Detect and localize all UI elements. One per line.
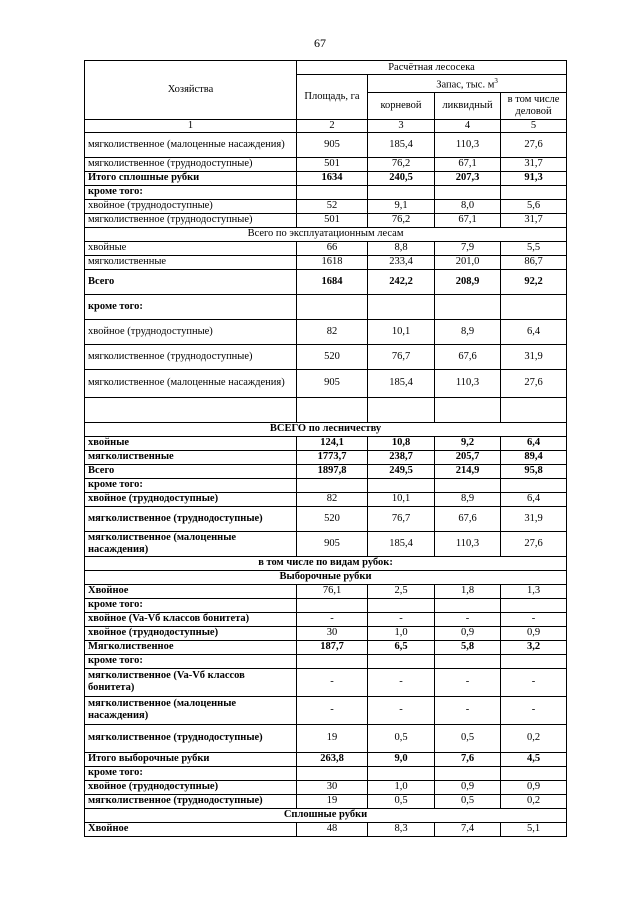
row-value: 205,7 bbox=[435, 450, 501, 464]
row-label: мягколиственное (труднодоступные) bbox=[85, 344, 297, 369]
row-value: 82 bbox=[297, 319, 368, 344]
table-row bbox=[85, 612, 567, 626]
row-value: 1897,8 bbox=[297, 464, 368, 478]
row-value bbox=[435, 766, 501, 780]
row-value: 86,7 bbox=[501, 255, 567, 269]
row-label: Хвойное bbox=[85, 822, 297, 836]
row-label: хвойное (труднодоступные) bbox=[85, 626, 297, 640]
row-value: - bbox=[501, 696, 567, 724]
row-value: - bbox=[297, 612, 368, 626]
row-value: 0,9 bbox=[435, 780, 501, 794]
table-row bbox=[85, 397, 567, 422]
row-value: 76,1 bbox=[297, 584, 368, 598]
row-label: хвойные bbox=[85, 241, 297, 255]
row-value: - bbox=[501, 612, 567, 626]
row-value: 30 bbox=[297, 780, 368, 794]
row-value bbox=[435, 478, 501, 492]
row-value: 3,2 bbox=[501, 640, 567, 654]
table-row bbox=[85, 294, 567, 319]
row-value bbox=[435, 654, 501, 668]
row-value: 905 bbox=[297, 531, 368, 556]
row-label: мягколиственное (труднодоступные) bbox=[85, 213, 297, 227]
section-row bbox=[85, 556, 567, 570]
row-value bbox=[368, 478, 435, 492]
row-label: хвойное (труднодоступные) bbox=[85, 780, 297, 794]
table-row bbox=[85, 319, 567, 344]
row-value: 27,6 bbox=[501, 531, 567, 556]
row-value: 8,9 bbox=[435, 319, 501, 344]
header-farms: Хозяйства bbox=[85, 61, 297, 120]
row-label: мягколиственное (труднодоступные) bbox=[85, 794, 297, 808]
row-value: 4,5 bbox=[501, 752, 567, 766]
header-group-title: Расчётная лесосека bbox=[297, 61, 567, 75]
row-value: 27,6 bbox=[501, 369, 567, 397]
row-value: 9,1 bbox=[368, 199, 435, 213]
section-title: Выборочные рубки bbox=[85, 570, 567, 584]
row-label: Хвойное bbox=[85, 584, 297, 598]
row-value: 5,5 bbox=[501, 241, 567, 255]
table-row bbox=[85, 822, 567, 836]
row-label: хвойные bbox=[85, 436, 297, 450]
table-row bbox=[85, 598, 567, 612]
row-value: 1618 bbox=[297, 255, 368, 269]
row-value bbox=[501, 397, 567, 422]
row-value: 1773,7 bbox=[297, 450, 368, 464]
table-row bbox=[85, 213, 567, 227]
row-value: 6,5 bbox=[368, 640, 435, 654]
row-value: 249,5 bbox=[368, 464, 435, 478]
table-row bbox=[85, 436, 567, 450]
row-value: 233,4 bbox=[368, 255, 435, 269]
row-value: 208,9 bbox=[435, 269, 501, 294]
row-value: 0,9 bbox=[501, 780, 567, 794]
row-value: 6,4 bbox=[501, 436, 567, 450]
row-value: 1,3 bbox=[501, 584, 567, 598]
row-value: - bbox=[501, 668, 567, 696]
row-value bbox=[435, 598, 501, 612]
table-row bbox=[85, 766, 567, 780]
row-value: 905 bbox=[297, 132, 368, 157]
row-value bbox=[368, 654, 435, 668]
row-label: мягколиственное (малоценные насаждения) bbox=[85, 696, 297, 724]
header-num-5: 5 bbox=[501, 119, 567, 132]
row-value: 1684 bbox=[297, 269, 368, 294]
header-num-2: 2 bbox=[297, 119, 368, 132]
row-value: 201,0 bbox=[435, 255, 501, 269]
header-business: в том числе деловой bbox=[501, 92, 567, 119]
section-row bbox=[85, 570, 567, 584]
row-value bbox=[297, 478, 368, 492]
row-value: 48 bbox=[297, 822, 368, 836]
row-value: 89,4 bbox=[501, 450, 567, 464]
table-row bbox=[85, 752, 567, 766]
row-value: 7,6 bbox=[435, 752, 501, 766]
row-value: 185,4 bbox=[368, 531, 435, 556]
row-label: хвойное (труднодоступные) bbox=[85, 492, 297, 506]
table-body bbox=[85, 132, 567, 836]
row-value: 2,5 bbox=[368, 584, 435, 598]
row-value: 66 bbox=[297, 241, 368, 255]
row-label: мягколиственное (труднодоступные) bbox=[85, 157, 297, 171]
row-value: 67,1 bbox=[435, 213, 501, 227]
table-row bbox=[85, 369, 567, 397]
row-value: 501 bbox=[297, 157, 368, 171]
row-label: кроме того: bbox=[85, 478, 297, 492]
table-row bbox=[85, 199, 567, 213]
table-row bbox=[85, 531, 567, 556]
row-value: 1,0 bbox=[368, 626, 435, 640]
row-value: - bbox=[435, 668, 501, 696]
row-value bbox=[368, 294, 435, 319]
row-label: Итого выборочные рубки bbox=[85, 752, 297, 766]
table-row bbox=[85, 464, 567, 478]
row-value: 0,9 bbox=[501, 626, 567, 640]
row-value: 76,7 bbox=[368, 506, 435, 531]
row-label bbox=[85, 397, 297, 422]
row-value bbox=[501, 598, 567, 612]
row-value: 0,5 bbox=[368, 794, 435, 808]
table-row bbox=[85, 241, 567, 255]
row-value: 6,4 bbox=[501, 319, 567, 344]
row-label: кроме того: bbox=[85, 598, 297, 612]
row-value: 9,0 bbox=[368, 752, 435, 766]
header-stock: Запас, тыс. $м^3$ bbox=[368, 75, 567, 93]
row-value: 0,9 bbox=[435, 626, 501, 640]
section-row bbox=[85, 227, 567, 241]
row-label: кроме того: bbox=[85, 294, 297, 319]
row-value bbox=[297, 654, 368, 668]
row-value: 27,6 bbox=[501, 132, 567, 157]
table-row bbox=[85, 171, 567, 185]
row-value: 0,5 bbox=[435, 794, 501, 808]
row-value: 185,4 bbox=[368, 369, 435, 397]
row-value bbox=[501, 478, 567, 492]
row-label: кроме того: bbox=[85, 654, 297, 668]
logging-table bbox=[84, 60, 567, 837]
row-label: мягколиственное (Va-Vб классов бонитета) bbox=[85, 668, 297, 696]
section-title: в том числе по видам рубок: bbox=[85, 556, 567, 570]
table-row bbox=[85, 626, 567, 640]
row-value: 5,1 bbox=[501, 822, 567, 836]
row-value: 214,9 bbox=[435, 464, 501, 478]
row-value: 240,5 bbox=[368, 171, 435, 185]
row-value bbox=[368, 766, 435, 780]
row-value: 185,4 bbox=[368, 132, 435, 157]
table-row bbox=[85, 584, 567, 598]
row-value: 31,9 bbox=[501, 506, 567, 531]
table-row bbox=[85, 668, 567, 696]
row-value bbox=[297, 598, 368, 612]
row-value: 67,6 bbox=[435, 506, 501, 531]
section-title: Сплошные рубки bbox=[85, 808, 567, 822]
row-value bbox=[297, 185, 368, 199]
row-value bbox=[435, 397, 501, 422]
row-value: 30 bbox=[297, 626, 368, 640]
row-value: 8,8 bbox=[368, 241, 435, 255]
row-value: 263,8 bbox=[297, 752, 368, 766]
row-value: 10,1 bbox=[368, 492, 435, 506]
row-value: - bbox=[368, 612, 435, 626]
row-label: кроме того: bbox=[85, 185, 297, 199]
row-value: 67,1 bbox=[435, 157, 501, 171]
row-label: мягколиственное (малоценные насаждения) bbox=[85, 132, 297, 157]
table-row bbox=[85, 269, 567, 294]
table-row bbox=[85, 696, 567, 724]
header-liquid: ликвидный bbox=[435, 92, 501, 119]
row-value: 19 bbox=[297, 794, 368, 808]
row-value: 91,3 bbox=[501, 171, 567, 185]
row-value: - bbox=[297, 668, 368, 696]
row-value: 76,7 bbox=[368, 344, 435, 369]
table-row bbox=[85, 255, 567, 269]
row-value: - bbox=[435, 612, 501, 626]
row-value: 76,2 bbox=[368, 157, 435, 171]
row-value: 8,3 bbox=[368, 822, 435, 836]
row-value: 520 bbox=[297, 506, 368, 531]
section-title: ВСЕГО по лесничеству bbox=[85, 422, 567, 436]
row-label: хвойное (труднодоступные) bbox=[85, 319, 297, 344]
table-row bbox=[85, 450, 567, 464]
row-value: 905 bbox=[297, 369, 368, 397]
row-value: - bbox=[368, 696, 435, 724]
table-row bbox=[85, 157, 567, 171]
row-value: 9,2 bbox=[435, 436, 501, 450]
row-label: мягколиственные bbox=[85, 255, 297, 269]
row-value: - bbox=[297, 696, 368, 724]
row-label: Всего bbox=[85, 464, 297, 478]
row-value: 7,9 bbox=[435, 241, 501, 255]
row-value: 67,6 bbox=[435, 344, 501, 369]
row-value: 0,5 bbox=[368, 724, 435, 752]
table-row bbox=[85, 478, 567, 492]
table-row bbox=[85, 654, 567, 668]
row-value bbox=[501, 294, 567, 319]
row-value: 238,7 bbox=[368, 450, 435, 464]
row-value: 10,8 bbox=[368, 436, 435, 450]
table-row bbox=[85, 794, 567, 808]
row-value: 1634 bbox=[297, 171, 368, 185]
row-value: 520 bbox=[297, 344, 368, 369]
row-value: - bbox=[368, 668, 435, 696]
row-value: 8,0 bbox=[435, 199, 501, 213]
row-value bbox=[297, 294, 368, 319]
row-value: 501 bbox=[297, 213, 368, 227]
row-value: 95,8 bbox=[501, 464, 567, 478]
row-value: 0,2 bbox=[501, 724, 567, 752]
table-row bbox=[85, 492, 567, 506]
table-row bbox=[85, 724, 567, 752]
table-row bbox=[85, 185, 567, 199]
row-value: 31,7 bbox=[501, 213, 567, 227]
row-label: Итого сплошные рубки bbox=[85, 171, 297, 185]
row-value: 52 bbox=[297, 199, 368, 213]
table-row bbox=[85, 344, 567, 369]
row-value bbox=[435, 294, 501, 319]
row-value bbox=[501, 766, 567, 780]
row-label: мягколиственное (труднодоступные) bbox=[85, 506, 297, 531]
row-value bbox=[368, 598, 435, 612]
row-value bbox=[297, 766, 368, 780]
row-value: 110,3 bbox=[435, 369, 501, 397]
row-value bbox=[501, 185, 567, 199]
header-num-4: 4 bbox=[435, 119, 501, 132]
section-row bbox=[85, 422, 567, 436]
row-value bbox=[368, 397, 435, 422]
row-label: мягколиственные bbox=[85, 450, 297, 464]
row-value: 124,1 bbox=[297, 436, 368, 450]
row-value: - bbox=[435, 696, 501, 724]
row-value: 187,7 bbox=[297, 640, 368, 654]
row-value: 5,8 bbox=[435, 640, 501, 654]
row-value: 82 bbox=[297, 492, 368, 506]
table-row bbox=[85, 506, 567, 531]
row-value: 207,3 bbox=[435, 171, 501, 185]
row-value: 31,7 bbox=[501, 157, 567, 171]
row-label: Мягколиственное bbox=[85, 640, 297, 654]
header-num-3: 3 bbox=[368, 119, 435, 132]
row-value bbox=[297, 397, 368, 422]
row-label: мягколиственное (малоценные насаждения) bbox=[85, 531, 297, 556]
section-row bbox=[85, 808, 567, 822]
row-label: кроме того: bbox=[85, 766, 297, 780]
row-label: хвойное (Va-Vб классов бонитета) bbox=[85, 612, 297, 626]
header-num-1: 1 bbox=[85, 119, 297, 132]
table-row bbox=[85, 640, 567, 654]
row-value: 31,9 bbox=[501, 344, 567, 369]
row-value: 1,8 bbox=[435, 584, 501, 598]
row-value: 1,0 bbox=[368, 780, 435, 794]
row-label: мягколиственное (труднодоступные) bbox=[85, 724, 297, 752]
header-area: Площадь, га bbox=[297, 75, 368, 120]
row-value: 0,2 bbox=[501, 794, 567, 808]
row-label: хвойное (труднодоступные) bbox=[85, 199, 297, 213]
row-value: 0,5 bbox=[435, 724, 501, 752]
row-value bbox=[501, 654, 567, 668]
row-value: 6,4 bbox=[501, 492, 567, 506]
table-row bbox=[85, 780, 567, 794]
row-value: 76,2 bbox=[368, 213, 435, 227]
row-label: мягколиственное (малоценные насаждения) bbox=[85, 369, 297, 397]
page-number: 67 bbox=[314, 36, 326, 50]
row-value: 110,3 bbox=[435, 531, 501, 556]
row-value: 19 bbox=[297, 724, 368, 752]
row-value bbox=[368, 185, 435, 199]
row-value: 5,6 bbox=[501, 199, 567, 213]
row-value: 242,2 bbox=[368, 269, 435, 294]
section-title: Всего по эксплуатационным лесам bbox=[85, 227, 567, 241]
row-label: Всего bbox=[85, 269, 297, 294]
row-value: 8,9 bbox=[435, 492, 501, 506]
row-value: 110,3 bbox=[435, 132, 501, 157]
row-value bbox=[435, 185, 501, 199]
row-value: 10,1 bbox=[368, 319, 435, 344]
header-root: корневой bbox=[368, 92, 435, 119]
table-row bbox=[85, 132, 567, 157]
row-value: 92,2 bbox=[501, 269, 567, 294]
row-value: 7,4 bbox=[435, 822, 501, 836]
